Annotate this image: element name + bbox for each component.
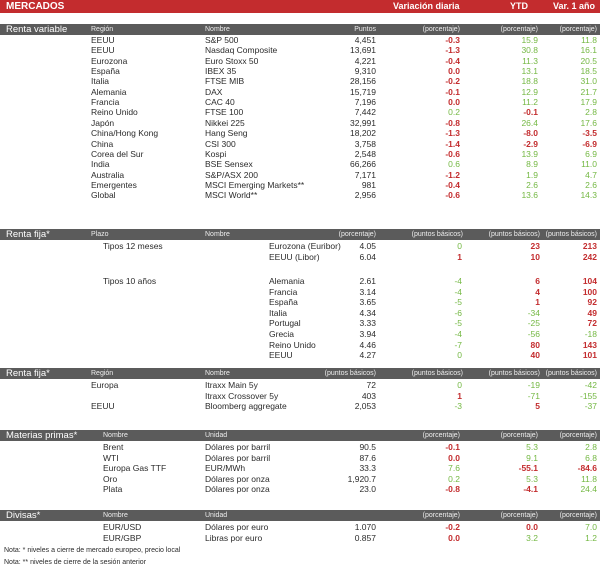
row-nombre: Nikkei 225	[205, 117, 245, 128]
row-ytd: -56	[527, 329, 540, 339]
row-nombre: Hang Seng	[205, 128, 248, 139]
header-ytd: YTD	[510, 1, 528, 11]
row-ytd: 30.8	[521, 45, 538, 56]
col-pb: (puntos básicos)	[411, 370, 463, 377]
row-var-anio: -155	[579, 390, 597, 401]
row-nombre: DAX	[205, 86, 223, 97]
row-plazo: Tipos 10 años	[103, 276, 157, 286]
row-var-diaria: 7.6	[448, 463, 460, 474]
row-var-diaria: -1.3	[445, 45, 460, 56]
row-nombre: EEUU (Libor)	[269, 251, 320, 262]
row-ytd: 80	[530, 339, 540, 350]
col-pct: (porcentaje)	[422, 432, 460, 439]
row-nombre: EUR/GBP	[103, 532, 142, 543]
col-nombre: Nombre	[205, 231, 230, 238]
row-valor: 403	[361, 390, 376, 401]
row-var-diaria: -1.3	[445, 128, 460, 139]
col-nombre: Nombre	[205, 26, 230, 33]
row-var-diaria: 0.2	[448, 107, 460, 118]
row-ytd: 6	[535, 276, 540, 286]
row-var-diaria: 1	[457, 390, 462, 401]
row-unidad: Dólares por onza	[205, 484, 270, 495]
row-ytd: 40	[530, 350, 540, 361]
col-pct: (porcentaje)	[500, 26, 538, 33]
row-valor: 1,920.7	[347, 473, 376, 484]
row-nombre: España	[269, 297, 298, 308]
row-var-anio: 104	[582, 276, 597, 286]
row-var-anio: 21.7	[580, 86, 597, 97]
row-ytd: 13.9	[521, 148, 538, 159]
row-region: China	[91, 138, 114, 149]
row-var-anio: 242	[582, 251, 597, 262]
row-ytd: 5.3	[526, 473, 538, 484]
row-ytd: 1	[535, 297, 540, 308]
row-var-anio: 4.7	[585, 169, 597, 180]
row-puntos: 7,442	[354, 107, 376, 118]
row-valor: 6.04	[359, 251, 376, 262]
row-ytd: -0.1	[523, 107, 538, 118]
row-puntos: 28,156	[350, 76, 376, 87]
row-var-diaria: 0.0	[448, 532, 460, 543]
row-region: EEUU	[91, 45, 115, 56]
row-puntos: 4,221	[354, 55, 376, 66]
col-nombre: Nombre	[205, 370, 230, 377]
col-pb: (puntos básicos)	[488, 370, 540, 377]
row-nombre: S&P/ASX 200	[205, 169, 258, 180]
row-var-diaria: -5	[454, 297, 462, 308]
row-valor: 72	[366, 380, 376, 390]
row-region: Australia	[91, 169, 125, 180]
row-valor: 3.65	[359, 297, 376, 308]
row-var-diaria: -0.1	[445, 442, 460, 452]
row-var-anio: 101	[582, 350, 597, 361]
row-valor: 2,053	[354, 401, 376, 412]
row-nombre: Itraxx Main 5y	[205, 380, 258, 390]
row-var-anio: 11.8	[581, 35, 597, 45]
row-ytd: 26.4	[521, 117, 538, 128]
row-var-anio: 24.4	[580, 484, 597, 495]
row-nombre: Euro Stoxx 50	[205, 55, 259, 66]
row-ytd: -55.1	[518, 463, 538, 474]
row-nombre: Alemania	[269, 276, 305, 286]
row-var-anio: -84.6	[577, 463, 597, 474]
row-nombre: Itraxx Crossover 5y	[205, 390, 279, 401]
row-ytd: 1.9	[526, 169, 538, 180]
row-var-diaria: -0.6	[445, 190, 460, 201]
row-valor: 90.5	[359, 442, 376, 452]
col-pct: (porcentaje)	[422, 512, 460, 519]
row-ytd: 0.0	[526, 522, 538, 532]
col-pct: (porcentaje)	[500, 512, 538, 519]
row-var-diaria: -4	[454, 276, 462, 286]
row-var-diaria: -0.6	[445, 148, 460, 159]
row-ytd: -19	[527, 380, 540, 390]
col-pb: (puntos básicos)	[411, 231, 463, 238]
col-pct: (porcentaje)	[422, 26, 460, 33]
row-var-anio: 213	[582, 241, 597, 251]
row-var-diaria: 0	[457, 380, 462, 390]
row-unidad: Libras por euro	[205, 532, 263, 543]
row-var-anio: 17.9	[580, 97, 597, 108]
row-puntos: 66,266	[350, 159, 376, 170]
row-var-anio: -6.9	[582, 138, 597, 149]
col-pb: (puntos básicos)	[545, 370, 597, 377]
col-region: Región	[91, 370, 114, 377]
row-var-diaria: 0	[457, 241, 462, 251]
row-nombre: Europa Gas TTF	[103, 463, 167, 474]
row-ytd: 18.8	[521, 76, 538, 87]
row-puntos: 18,202	[350, 128, 376, 139]
row-valor: 33.3	[359, 463, 376, 474]
row-valor: 87.6	[359, 452, 376, 463]
row-ytd: -2.9	[523, 138, 538, 149]
row-unidad: Dólares por barril	[205, 452, 271, 463]
row-nombre: FTSE 100	[205, 107, 244, 118]
row-nombre: Plata	[103, 484, 123, 495]
row-region: EEUU	[91, 35, 115, 45]
row-var-anio: -3.5	[582, 128, 597, 139]
row-nombre: Italia	[269, 307, 287, 318]
page-title: MERCADOS	[6, 1, 65, 12]
row-unidad: Dólares por barril	[205, 442, 271, 452]
row-var-diaria: -4	[454, 329, 462, 339]
row-var-anio: 72	[587, 318, 597, 329]
row-nombre: Nasdaq Composite	[205, 45, 278, 56]
row-ytd: -8.0	[523, 128, 538, 139]
row-var-diaria: 0.0	[448, 66, 460, 77]
row-region: Italia	[91, 76, 109, 87]
row-var-anio: 100	[582, 286, 597, 297]
row-puntos: 981	[361, 179, 376, 190]
row-ytd: 9.1	[526, 452, 538, 463]
row-puntos: 4,451	[354, 35, 376, 45]
row-nombre: CSI 300	[205, 138, 236, 149]
row-puntos: 15,719	[350, 86, 376, 97]
col-puntos: Puntos	[354, 26, 376, 33]
row-puntos: 13,691	[350, 45, 376, 56]
row-ytd: 23	[530, 241, 540, 251]
row-nombre: Grecia	[269, 329, 295, 339]
row-region: EEUU	[91, 401, 115, 412]
row-var-anio: 49	[587, 307, 597, 318]
row-nombre: Portugal	[269, 318, 301, 329]
row-nombre: S&P 500	[205, 35, 239, 45]
row-nombre: Reino Unido	[269, 339, 316, 350]
section-title: Divisas*	[6, 510, 41, 521]
row-var-anio: 17.6	[580, 117, 597, 128]
row-region: Reino Unido	[91, 107, 138, 118]
col-pb: (puntos básicos)	[488, 231, 540, 238]
row-valor: 3.33	[359, 318, 376, 329]
row-puntos: 7,171	[354, 169, 376, 180]
row-var-anio: 92	[587, 297, 597, 308]
row-unidad: EUR/MWh	[205, 463, 246, 474]
row-region: Corea del Sur	[91, 148, 144, 159]
col-pct: (porcentaje)	[559, 26, 597, 33]
row-region: Emergentes	[91, 179, 137, 190]
row-ytd: 11.2	[522, 97, 538, 108]
row-var-diaria: -0.8	[445, 117, 460, 128]
header-var-anio: Var. 1 año	[553, 1, 596, 11]
row-valor: 1.070	[354, 522, 376, 532]
row-ytd: -4.1	[523, 484, 538, 495]
row-region: India	[91, 159, 110, 170]
row-ytd: 2.6	[526, 179, 538, 190]
row-var-anio: 11.8	[581, 473, 597, 484]
row-region: Global	[91, 190, 116, 201]
row-var-anio: 1.2	[585, 532, 597, 543]
row-region: China/Hong Kong	[91, 128, 159, 139]
col-pb: (puntos básicos)	[545, 231, 597, 238]
row-var-diaria: -0.8	[445, 484, 460, 495]
row-var-diaria: -6	[454, 307, 462, 318]
row-var-diaria: -4	[454, 286, 462, 297]
col-unidad: Unidad	[205, 512, 228, 519]
row-var-diaria: -1.4	[445, 138, 460, 149]
row-ytd: 12.9	[521, 86, 538, 97]
row-nombre: Brent	[103, 442, 124, 452]
row-valor: 23.0	[359, 484, 376, 495]
row-var-anio: 2.8	[585, 107, 597, 118]
row-var-diaria: 0.0	[448, 97, 460, 108]
row-puntos: 7,196	[354, 97, 376, 108]
row-nombre: MSCI Emerging Markets**	[205, 179, 305, 190]
row-unidad: Dólares por onza	[205, 473, 270, 484]
row-var-diaria: -7	[454, 339, 462, 350]
section-title: Materias primas*	[6, 430, 78, 441]
row-nombre: EUR/USD	[103, 522, 142, 532]
row-nombre: MSCI World**	[205, 190, 258, 201]
row-puntos: 2,956	[354, 190, 376, 201]
row-ytd: 15.9	[521, 35, 538, 45]
row-ytd: 3.2	[526, 532, 538, 543]
row-region: Eurozona	[91, 55, 128, 66]
section-title: Renta variable	[6, 24, 68, 35]
row-var-diaria: -0.2	[445, 76, 460, 87]
row-ytd: 5	[535, 401, 540, 412]
row-valor: 4.34	[359, 307, 376, 318]
row-region: Francia	[91, 97, 120, 108]
row-nombre: BSE Sensex	[205, 159, 253, 170]
row-var-anio: 20.5	[580, 55, 597, 66]
row-nombre: Eurozona (Euribor)	[269, 241, 341, 251]
row-var-diaria: -0.4	[445, 55, 460, 66]
row-var-anio: 11.0	[581, 159, 597, 170]
row-puntos: 9,310	[354, 66, 376, 77]
row-nombre: Kospi	[205, 148, 227, 159]
row-puntos: 3,758	[354, 138, 376, 149]
row-var-anio: -18	[584, 329, 597, 339]
row-ytd: 5.3	[526, 442, 538, 452]
row-var-anio: 18.5	[580, 66, 597, 77]
row-ytd: -25	[527, 318, 540, 329]
col-nombre: Nombre	[103, 432, 128, 439]
row-var-diaria: -3	[454, 401, 462, 412]
row-valor: 3.14	[359, 286, 376, 297]
footnote-2: Nota: ** niveles de cierre de la sesión anterior	[4, 559, 147, 566]
col-pct: (porcentaje)	[559, 512, 597, 519]
row-valor: 2.61	[359, 276, 376, 286]
row-valor: 4.46	[359, 339, 376, 350]
row-ytd: -71	[527, 390, 540, 401]
row-valor: 4.05	[359, 241, 376, 251]
row-ytd: 8.9	[526, 159, 538, 170]
col-pb: (puntos básicos)	[324, 370, 376, 377]
row-ytd: 4	[535, 286, 540, 297]
row-nombre: Bloomberg aggregate	[205, 401, 287, 412]
title-bar	[0, 0, 600, 13]
col-region: Región	[91, 26, 114, 33]
row-var-anio: -42	[584, 380, 597, 390]
col-unidad: Unidad	[205, 432, 228, 439]
col-nombre: Nombre	[103, 512, 128, 519]
row-var-diaria: -0.4	[445, 179, 460, 190]
row-var-diaria: -0.2	[445, 522, 460, 532]
row-nombre: Francia	[269, 286, 298, 297]
row-region: Europa	[91, 380, 119, 390]
row-var-diaria: 1	[457, 251, 462, 262]
row-var-anio: 6.9	[585, 148, 597, 159]
row-unidad: Dólares por euro	[205, 522, 269, 532]
col-pct: (porcentaje)	[559, 432, 597, 439]
section-title: Renta fija*	[6, 229, 50, 240]
row-var-anio: 2.6	[585, 179, 597, 190]
row-var-diaria: -1.2	[445, 169, 460, 180]
row-region: España	[91, 66, 120, 77]
row-nombre: CAC 40	[205, 97, 235, 108]
row-var-anio: 7.0	[585, 522, 597, 532]
row-var-diaria: -0.3	[445, 35, 460, 45]
row-var-anio: 16.1	[580, 45, 597, 56]
row-var-diaria: 0	[457, 350, 462, 361]
row-valor: 0.857	[354, 532, 376, 543]
row-var-anio: -37	[584, 401, 597, 412]
col-pct: (porcentaje)	[500, 432, 538, 439]
footnote-1: Nota: * niveles a cierre de mercado europeo, precio local	[4, 547, 181, 554]
row-region: Alemania	[91, 86, 127, 97]
row-var-diaria: 0.2	[448, 473, 460, 484]
row-nombre: EEUU	[269, 350, 293, 361]
section-title: Renta fija*	[6, 368, 50, 379]
row-nombre: IBEX 35	[205, 66, 237, 77]
row-region: Japón	[91, 117, 115, 128]
row-puntos: 2,548	[354, 148, 376, 159]
row-var-anio: 2.8	[585, 442, 597, 452]
row-var-anio: 6.8	[585, 452, 597, 463]
row-valor: 4.27	[359, 350, 376, 361]
row-var-diaria: 0.0	[448, 452, 460, 463]
row-var-anio: 31.0	[580, 76, 597, 87]
row-valor: 3.94	[359, 329, 376, 339]
row-ytd: 10	[530, 251, 540, 262]
row-nombre: WTI	[103, 452, 119, 463]
row-nombre: Oro	[103, 473, 118, 484]
row-ytd: -34	[527, 307, 540, 318]
row-var-diaria: -0.1	[445, 86, 460, 97]
row-ytd: 13.1	[521, 66, 538, 77]
row-puntos: 32,991	[350, 117, 376, 128]
row-var-anio: 143	[582, 339, 597, 350]
row-plazo: Tipos 12 meses	[103, 241, 163, 251]
col-pct: (porcentaje)	[338, 231, 376, 238]
row-var-diaria: 0.6	[448, 159, 460, 170]
header-variacion-diaria: Variación diaria	[393, 1, 460, 11]
row-var-diaria: -5	[454, 318, 462, 329]
row-ytd: 11.3	[522, 55, 538, 66]
row-nombre: FTSE MIB	[205, 76, 245, 87]
row-ytd: 13.6	[521, 190, 538, 201]
row-var-anio: 14.3	[580, 190, 597, 201]
col-plazo: Plazo	[91, 231, 109, 238]
